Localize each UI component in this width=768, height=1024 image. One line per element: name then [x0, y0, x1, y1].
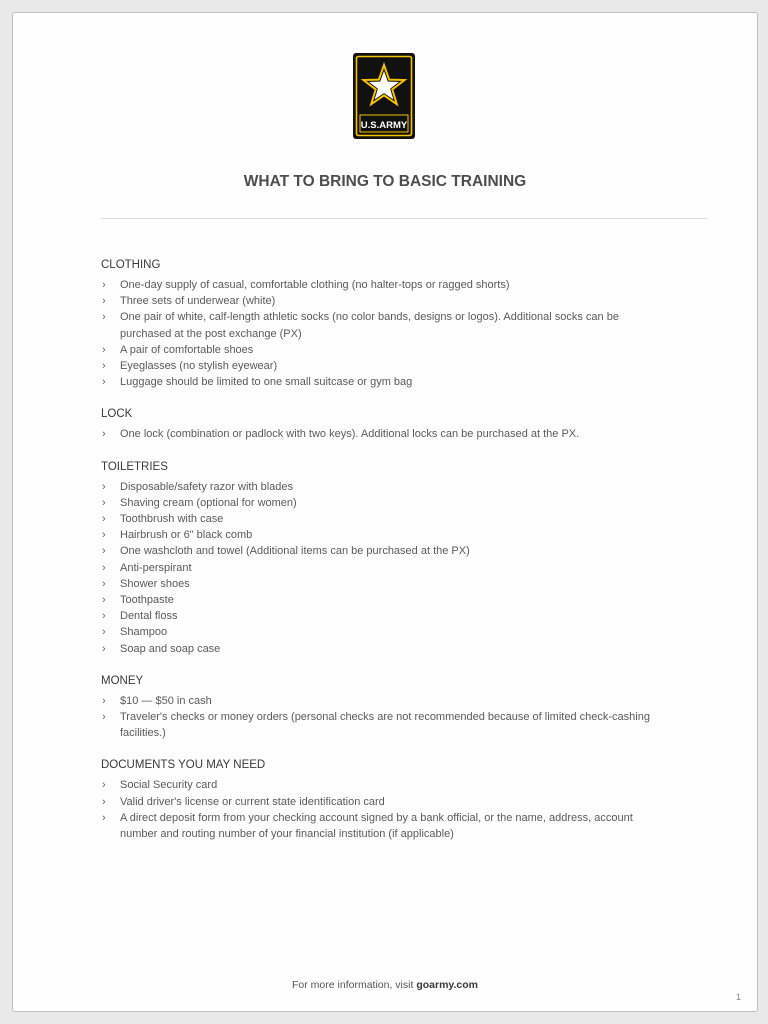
chevron-right-icon: › [102, 376, 106, 389]
chevron-right-icon: › [102, 610, 106, 623]
list-item [101, 511, 701, 527]
list-item [101, 576, 701, 592]
chevron-right-icon: › [102, 513, 106, 526]
list-item [101, 709, 701, 741]
section-heading: MONEY [101, 674, 144, 687]
chevron-right-icon: › [102, 779, 106, 792]
chevron-right-icon: › [102, 295, 106, 308]
checklist-content [101, 257, 701, 858]
goarmy-link[interactable]: goarmy.com [416, 979, 478, 991]
chevron-right-icon: › [102, 360, 106, 373]
chevron-right-icon: › [102, 642, 106, 655]
list-item [101, 794, 701, 810]
list-item-text: $10 — $50 in cash [120, 694, 212, 707]
list-item-text: Traveler's checks or money orders (personal checks are not recommended because of limited check-cashing facilities.) [120, 711, 650, 740]
section-heading: TOILETRIES [101, 460, 168, 473]
list-item [101, 592, 701, 608]
list-item-text: Three sets of underwear (white) [120, 295, 276, 308]
list-item [101, 624, 701, 640]
chevron-right-icon: › [102, 594, 106, 607]
page-title: WHAT TO BRING TO BASIC TRAINING [243, 173, 527, 190]
army-logo [353, 53, 415, 139]
section-money [101, 673, 701, 742]
section-clothing [101, 257, 701, 390]
list-item-text: One washcloth and towel (Additional items can be purchased at the PX) [120, 545, 470, 558]
list-item [101, 277, 701, 293]
section-heading: DOCUMENTS YOU MAY NEED [101, 759, 266, 772]
chevron-right-icon: › [102, 561, 106, 574]
section-heading: LOCK [101, 408, 133, 421]
chevron-right-icon: › [102, 428, 106, 441]
title-divider [101, 218, 708, 219]
chevron-right-icon: › [102, 480, 106, 493]
list-item [101, 358, 701, 374]
list-item [101, 479, 701, 495]
list-item [101, 693, 701, 709]
list-item [101, 777, 701, 793]
list-item [101, 426, 701, 442]
list-item [101, 810, 701, 842]
list-item [101, 608, 701, 624]
chevron-right-icon: › [102, 811, 106, 824]
footer [13, 979, 757, 991]
list-item-text: Shampoo [120, 626, 168, 639]
logo-text: U.S.ARMY [360, 120, 408, 131]
list-item-text: A direct deposit form from your checking account signed by a bank official, or the name, address, account number and routing number of your financial institution (if applicable) [120, 811, 633, 841]
chevron-right-icon: › [102, 311, 106, 324]
list-item-text: Toothpaste [120, 594, 174, 607]
chevron-right-icon: › [102, 577, 106, 590]
list-item-text: Eyeglasses (no stylish eyewear) [120, 360, 278, 373]
chevron-right-icon: › [102, 343, 106, 356]
list-item-text: Social Security card [120, 779, 218, 792]
list-item-text: Anti-perspirant [120, 561, 192, 574]
list-item [101, 641, 701, 657]
footer-text: For more information, visit [292, 979, 417, 991]
list-item-text: Toothbrush with case [120, 513, 224, 526]
list-item [101, 560, 701, 576]
list-item-text: Shower shoes [120, 577, 190, 590]
list-item-text: Luggage should be limited to one small suitcase or gym bag [120, 376, 413, 389]
list-item-text: One pair of white, calf-length athletic socks (no color bands, designs or logos). Additional socks can be purchased at the post exchange (PX) [120, 311, 619, 340]
document-page [12, 12, 758, 1012]
list-item [101, 495, 701, 511]
section-heading: CLOTHING [101, 259, 161, 271]
list-item [101, 342, 701, 358]
list-item [101, 293, 701, 309]
list-item-text: Hairbrush or 6" black comb [120, 529, 253, 542]
list-item [101, 374, 701, 390]
chevron-right-icon: › [102, 711, 106, 724]
section-documents-you-may-need [101, 757, 701, 842]
list-item-text: A pair of comfortable shoes [120, 343, 254, 356]
chevron-right-icon: › [102, 694, 106, 707]
chevron-right-icon: › [102, 795, 106, 808]
chevron-right-icon: › [102, 529, 106, 542]
list-item-text: One lock (combination or padlock with two keys). Additional locks can be purchased at the PX. [120, 428, 580, 441]
list-item-text: Valid driver's license or current state identification card [120, 795, 385, 808]
list-item-text: One-day supply of casual, comfortable clothing (no halter-tops or ragged shorts) [120, 279, 510, 291]
list-item-text: Dental floss [120, 610, 178, 623]
chevron-right-icon: › [102, 496, 106, 509]
section-toiletries [101, 459, 701, 657]
chevron-right-icon: › [102, 545, 106, 558]
list-item [101, 527, 701, 543]
chevron-right-icon: › [102, 279, 106, 291]
chevron-right-icon: › [102, 626, 106, 639]
list-item-text: Disposable/safety razor with blades [120, 480, 294, 493]
list-item [101, 309, 701, 341]
list-item-text: Shaving cream (optional for women) [120, 496, 297, 509]
list-item [101, 543, 701, 559]
page-number: 1 [735, 992, 741, 1002]
section-lock [101, 406, 701, 442]
list-item-text: Soap and soap case [120, 642, 221, 655]
